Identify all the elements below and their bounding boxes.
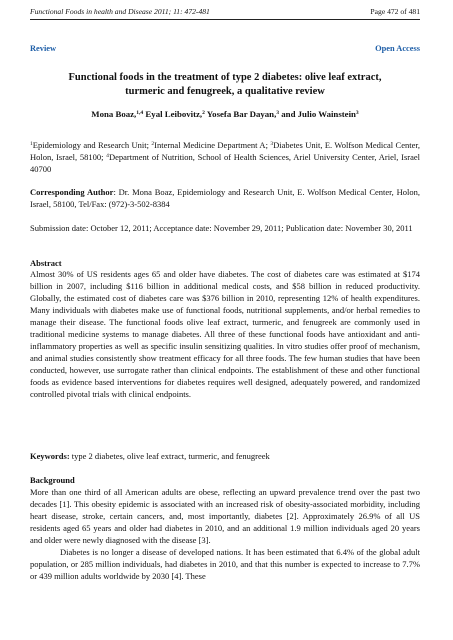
keywords-text: type 2 diabetes, olive leaf extract, turmeric, and fenugreek: [69, 451, 270, 461]
corresponding-author-text: : Dr. Mona Boaz, Epidemiology and Research Unit, E. Wolfson Medical Center, Holon, Israel, 58100, Tel/Fax: (972)-3-502-8384: [30, 187, 420, 209]
affiliation-text: Internal Medicine Department A;: [154, 140, 271, 150]
affiliation-number: 3: [270, 141, 274, 147]
affiliation-number: 2: [151, 141, 155, 147]
author-affiliation-number: 2: [202, 110, 205, 116]
article-type-label: Review: [30, 44, 57, 53]
affiliation-number: 4: [106, 153, 109, 159]
author-name: Mona Boaz,: [91, 109, 137, 119]
background-paragraph-1: More than one third of all American adults are obese, reflecting an upward prevalence trend over the past two decades [1]. This obesity epidemic is associated with an increased risk of obesity-associated morbidity, including heart disease, stroke, certain cancers, and, most importantly, diabetes [2]. Approximately 26.9% of all US residents aged 65 years and older had diabetes in 2010, and an additional 1.9 million individuals aged 20 years and older were newly diagnosed with the disease [3].: [30, 487, 420, 545]
abstract-text: Almost 30% of US residents ages 65 and older have diabetes. The cost of diabetes care was estimated at $174 billion in 2007, including $116 billion in additional medical costs, and $58 billion in reduced productivity. Globally, the estimated cost of diabetes care was $376 billion in 2010, representing 12% of health expenditures. Many individuals with diabetes make use of functional foods, nutritional supplements, and/or herbal remedies to manage their disease. The functional foods olive leaf extract, turmeric, and fenugreek are commonly used in traditional medicine systems to manage diabetes. All three of these functional foods have antioxidant and anti-inflammatory properties as well as specific insulin sensitizing qualities. In vitro studies offer proof of mechanism, and animal studies consistently show treatment efficacy for all three foods. The few human studies that have been conducted, however, use surrogate rather than clinical endpoints. The establishment of these and other functional foods as evidence based interventions for diabetes requires well designed, adequately powered, and randomized controlled pivotal trials with clinical endpoints.: [30, 269, 420, 399]
journal-citation: Functional Foods in health and Disease 2011; 11: 472-481: [30, 7, 210, 16]
corresponding-author: [30, 186, 420, 210]
page-number: Page 472 of 481: [370, 7, 420, 16]
author-name: Eyal Leibovitz,: [143, 109, 203, 119]
corresponding-author-label: Corresponding Author: [30, 187, 114, 197]
affiliation-text: Epidemiology and Research Unit;: [32, 140, 152, 150]
author-affiliation-number: 3: [355, 110, 359, 116]
affiliation-text: Department of Nutrition, School of Health Sciences, Ariel University Center, Ariel, Israel 40700: [30, 152, 420, 174]
background-paragraph-2: Diabetes is no longer a disease of developed nations. It has been estimated that 6.4% of the global adult population, or 285 million individuals, had diabetes in 2010, and that this number is expected to increase to 7.7% or 439 million adults worldwide by 2030 [4]. These: [30, 547, 420, 581]
author-name: Yosefa Bar Dayan,: [204, 109, 277, 119]
author-list: [30, 108, 420, 120]
author-name: and Julio Wainstein: [279, 109, 356, 119]
affiliation-number: 1: [30, 141, 33, 147]
keywords-label: Keywords:: [30, 451, 70, 461]
running-header: [30, 7, 420, 17]
article-title: [30, 71, 420, 99]
title-line-2: turmeric and fenugreek, a qualitative review: [125, 86, 325, 97]
affiliations: [30, 139, 420, 175]
author-affiliation-number: 3: [276, 110, 280, 116]
author-affiliation-number: 1,4: [136, 110, 144, 116]
affiliation-text: Diabetes Unit, E. Wolfson Medical Center, Holon, Israel, 58100;: [30, 140, 420, 162]
keywords: [30, 450, 420, 462]
open-access-label: Open Access: [375, 44, 420, 53]
abstract-heading: Abstract: [30, 258, 62, 268]
title-line-1: Functional foods in the treatment of type 2 diabetes: olive leaf extract,: [68, 72, 382, 83]
background-heading: Background: [30, 475, 75, 485]
submission-dates: Submission date: October 12, 2011; Acceptance date: November 29, 2011; Publication date: November 30, 2011: [30, 223, 413, 233]
header-rule: [30, 19, 420, 20]
